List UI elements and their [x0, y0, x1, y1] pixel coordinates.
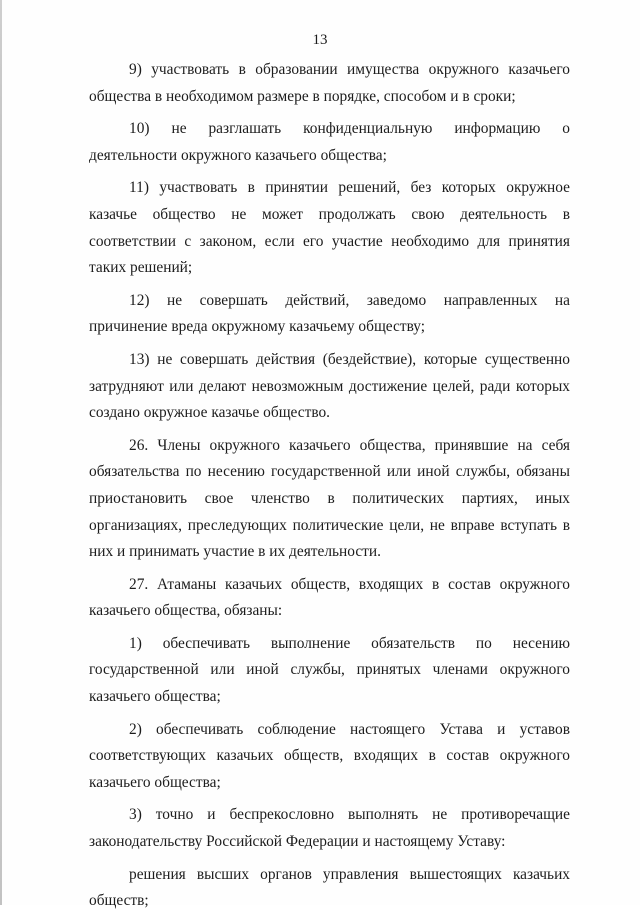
paragraph-decisions: решения высших органов управления вышестоящих казачьих обществ; [89, 865, 570, 910]
paragraph-item-13: 13) не совершать действия (бездействие), которые существенно затрудняют или делают невозможным достижение целей, ради которых создано окружное казачье общество. [89, 350, 570, 422]
paragraph-item-11: 11) участвовать в принятии решений, без которых окружное казачье общество не может продолжать свою деятельность в соответствии с законом, если его участие необходимо для принятия таких решений; [89, 179, 570, 277]
page-number: 13 [312, 32, 328, 48]
scan-edge [0, 0, 2, 905]
paragraph-duty-2: 2) обеспечивать соблюдение настоящего Устава и уставов соответствующих казачьих обществ, входящих в состав окружного казачьего общества; [89, 720, 570, 791]
paragraph-item-12: 12) не совершать действий, заведомо направленных на причинение вреда окружному казачьему обществу; [89, 291, 570, 336]
paragraph-item-10: 10) не разглашать конфиденциальную информацию о деятельности окружного казачьего общества; [89, 120, 570, 164]
paragraph-section-26: 26. Члены окружного казачьего общества, принявшие на себя обязательства по несению государственной или иной службы, обязаны приостановить свое членство в политических партиях, иных организациях, преследующих политические цели, не вправе вступать в них и принимать участие в их деятельности. [89, 436, 570, 561]
paragraph-section-27: 27. Атаманы казачьих обществ, входящих в состав окружного казачьего общества, обязаны: [89, 575, 570, 620]
paragraph-duty-3: 3) точно и беспрекословно выполнять не противоречащие законодательству Российской Федерации и настоящему Уставу: [89, 806, 570, 851]
document-body [89, 57, 570, 915]
paragraph-item-9: 9) участвовать в образовании имущества окружного казачьего общества в необходимом размере в порядке, способом и в сроки; [89, 61, 570, 105]
paragraph-duty-1: 1) обеспечивать выполнение обязательств по несению государственной или иной службы, принятых членами окружного казачьего общества; [89, 634, 570, 706]
